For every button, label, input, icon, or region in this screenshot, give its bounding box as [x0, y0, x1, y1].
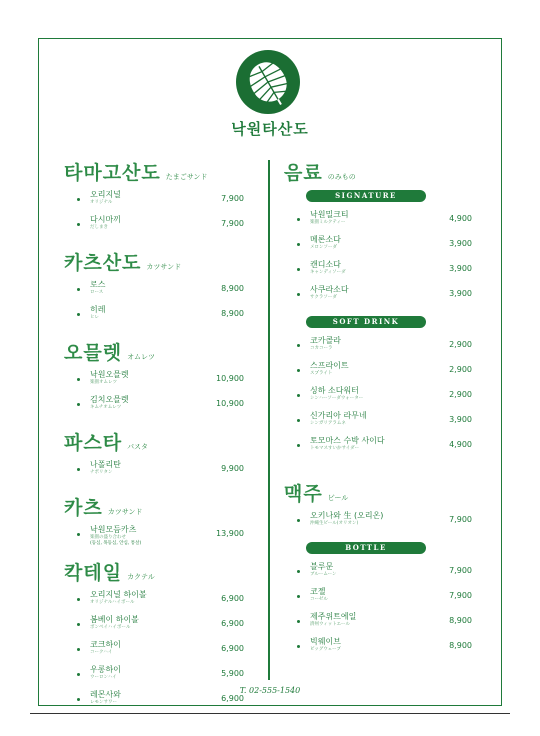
section-subtitle: カクテル — [127, 573, 155, 581]
item-japanese-name: キャンディソーダ — [310, 270, 346, 275]
section-subtitle: ビール — [327, 494, 349, 502]
section-title: 칵테일 — [64, 562, 123, 584]
item-name: 히레 — [90, 305, 106, 314]
bullet-icon — [77, 673, 80, 676]
bullet-icon — [77, 623, 80, 626]
item-price: 8,900 — [221, 284, 244, 293]
item-japanese-name: スプライト — [310, 371, 333, 376]
item-name: 코카콜라 — [310, 336, 341, 345]
brand-name: 낙원타산도 — [231, 120, 309, 138]
section-header — [64, 558, 262, 584]
item-price: 13,900 — [216, 529, 244, 538]
bullet-icon — [297, 218, 300, 221]
section-subtitle: オムレツ — [127, 353, 156, 361]
item-note: (등심, 목등심, 안심, 통살) — [90, 541, 142, 546]
section-subtitle: のみもの — [327, 173, 356, 181]
menu-section — [64, 428, 262, 485]
menu-item — [284, 436, 472, 461]
food-column — [64, 158, 262, 723]
item-japanese-name: シンハーソーダウォーター — [310, 396, 364, 401]
menu-section — [64, 248, 262, 330]
bullet-icon — [77, 698, 80, 701]
section-header — [64, 158, 262, 184]
item-price: 10,900 — [216, 374, 244, 383]
bullet-icon — [297, 394, 300, 397]
item-name: 로스 — [90, 280, 106, 289]
menu-item — [64, 615, 262, 640]
menu-item — [64, 460, 262, 485]
page-bottom-rule — [30, 713, 510, 714]
item-name: 빅웨이브 — [310, 637, 341, 646]
menu-item — [284, 386, 472, 411]
menu-item — [64, 370, 262, 395]
item-japanese-name: オリジナル — [90, 200, 113, 205]
item-price: 3,900 — [449, 264, 472, 273]
phone-number: T. 02-555-1540 — [239, 686, 301, 695]
menu-item — [64, 640, 262, 665]
bullet-icon — [297, 369, 300, 372]
menu-item — [64, 215, 262, 240]
section-header — [284, 479, 472, 505]
item-japanese-name: ビッグウェーブ — [310, 647, 341, 652]
item-price: 2,900 — [449, 390, 472, 399]
item-price: 7,900 — [449, 591, 472, 600]
item-price: 8,900 — [449, 641, 472, 650]
item-japanese-name: ロース — [90, 290, 104, 295]
bullet-icon — [77, 198, 80, 201]
menu-section — [64, 338, 262, 420]
menu-item — [284, 587, 472, 612]
bullet-icon — [77, 403, 80, 406]
item-price: 4,900 — [449, 214, 472, 223]
item-price: 9,900 — [221, 464, 244, 473]
bullet-icon — [77, 533, 80, 536]
menu-item — [64, 305, 262, 330]
bullet-icon — [297, 419, 300, 422]
menu-item — [64, 525, 262, 550]
bullet-icon — [297, 344, 300, 347]
column-divider — [268, 160, 270, 680]
menu-item — [284, 562, 472, 587]
bullet-icon — [297, 645, 300, 648]
section-title: 음료 — [284, 162, 323, 184]
item-japanese-name: だしまき — [90, 225, 108, 230]
menu-item — [284, 637, 472, 662]
item-japanese-name: ナポリタン — [90, 470, 113, 475]
menu-item — [284, 260, 472, 285]
item-name: 낙원밀크티 — [310, 210, 349, 219]
item-name: 김치오믈렛 — [90, 395, 129, 404]
item-price: 2,900 — [449, 340, 472, 349]
bullet-icon — [297, 519, 300, 522]
category-pill: SOFT DRINK — [306, 316, 426, 328]
item-name: 토모마스 수박 사이다 — [310, 436, 385, 445]
bullet-icon — [77, 598, 80, 601]
section-title: 타마고산도 — [64, 162, 161, 184]
item-price: 2,900 — [449, 365, 472, 374]
section-header — [64, 493, 262, 519]
menu-item — [64, 280, 262, 305]
item-japanese-name: オリジナルハイボール — [90, 600, 135, 605]
item-japanese-name: 済州ウィットエール — [310, 622, 350, 627]
menu-item — [284, 235, 472, 260]
item-name: 블루문 — [310, 562, 334, 571]
item-japanese-name: 楽園の盛り合わせ — [90, 535, 126, 540]
bullet-icon — [297, 595, 300, 598]
item-japanese-name: コーゼル — [310, 597, 328, 602]
section-subtitle: たまごサンド — [165, 173, 208, 181]
section-subtitle: カツサンド — [146, 263, 182, 271]
item-price: 6,900 — [221, 644, 244, 653]
item-name: 봄베이 하이볼 — [90, 615, 139, 624]
item-name: 신가리아 라무네 — [310, 411, 367, 420]
item-price: 3,900 — [449, 239, 472, 248]
bullet-icon — [77, 288, 80, 291]
bullet-icon — [77, 378, 80, 381]
item-price: 7,900 — [449, 566, 472, 575]
item-price: 7,900 — [449, 515, 472, 524]
menu-item — [284, 285, 472, 310]
menu-item — [64, 190, 262, 215]
item-price: 8,900 — [449, 616, 472, 625]
item-name: 레몬사와 — [90, 690, 121, 699]
item-japanese-name: ヒレ — [90, 315, 99, 320]
item-price: 6,900 — [221, 594, 244, 603]
item-price: 7,900 — [221, 194, 244, 203]
item-price: 7,900 — [221, 219, 244, 228]
section-subtitle: パスタ — [127, 443, 149, 451]
item-japanese-name: ブルームーン — [310, 572, 337, 577]
item-japanese-name: キムチオムレツ — [90, 405, 122, 410]
bullet-icon — [77, 313, 80, 316]
item-name: 코크하이 — [90, 640, 121, 649]
item-japanese-name: サクラソーダ — [310, 295, 337, 300]
menu-item — [284, 361, 472, 386]
menu-item — [64, 395, 262, 420]
item-japanese-name: コカコーラ — [310, 346, 333, 351]
menu-item — [284, 612, 472, 637]
item-japanese-name: ボンベイハイボール — [90, 625, 131, 630]
section-header — [284, 158, 472, 184]
item-name: 캔디소다 — [310, 260, 341, 269]
bullet-icon — [77, 223, 80, 226]
item-name: 제주위트에일 — [310, 612, 357, 621]
item-name: 오리지널 — [90, 190, 121, 199]
section-subtitle: カツサンド — [107, 508, 143, 516]
menu-section — [64, 493, 262, 550]
bullet-icon — [77, 648, 80, 651]
item-name: 코젤 — [310, 587, 326, 596]
item-name: 사쿠라소다 — [310, 285, 349, 294]
bullet-icon — [297, 444, 300, 447]
item-name: 나폴리탄 — [90, 460, 121, 469]
item-name: 낙원모듬카츠 — [90, 525, 137, 534]
section-title: 카츠산도 — [64, 252, 142, 274]
bullet-icon — [297, 570, 300, 573]
bullet-icon — [297, 243, 300, 246]
item-price: 6,900 — [221, 619, 244, 628]
item-price: 3,900 — [449, 289, 472, 298]
section-title: 파스타 — [64, 432, 123, 454]
section-header — [64, 428, 262, 454]
logo — [236, 50, 300, 114]
item-price: 8,900 — [221, 309, 244, 318]
menu-section — [284, 479, 472, 662]
menu-section — [64, 158, 262, 240]
item-price: 5,900 — [221, 669, 244, 678]
section-header — [64, 248, 262, 274]
item-japanese-name: コークハイ — [90, 650, 113, 655]
item-name: 낙원오믈렛 — [90, 370, 129, 379]
menu-item — [284, 210, 472, 235]
item-japanese-name: 楽園ミルクティー — [310, 220, 346, 225]
drink-column — [284, 158, 472, 662]
bullet-icon — [77, 468, 80, 471]
menu-item — [284, 336, 472, 361]
section-header — [64, 338, 262, 364]
menu-item — [284, 411, 472, 436]
item-price: 10,900 — [216, 399, 244, 408]
menu-item — [64, 590, 262, 615]
bullet-icon — [297, 620, 300, 623]
item-name: 스프라이트 — [310, 361, 349, 370]
menu-section — [284, 158, 472, 461]
item-japanese-name: 楽園オムレツ — [90, 380, 117, 385]
category-pill: BOTTLE — [306, 542, 426, 554]
item-price: 4,900 — [449, 440, 472, 449]
item-japanese-name: ウーロンハイ — [90, 675, 117, 680]
section-title: 오믈렛 — [64, 342, 123, 364]
item-price: 3,900 — [449, 415, 472, 424]
item-name: 다시마끼 — [90, 215, 121, 224]
item-japanese-name: 沖縄生ビール(オリオン) — [310, 521, 359, 526]
item-name: 싱하 소다워터 — [310, 386, 359, 395]
item-japanese-name: メロンソーダ — [310, 245, 337, 250]
item-japanese-name: レモンサワー — [90, 700, 117, 705]
bullet-icon — [297, 293, 300, 296]
menu-item — [284, 511, 472, 536]
item-name: 오리지널 하이볼 — [90, 590, 147, 599]
item-name: 메론소다 — [310, 235, 341, 244]
item-japanese-name: トモマスすいかサイダー — [310, 446, 360, 451]
item-price: 6,900 — [221, 694, 244, 703]
item-japanese-name: シンガリアラムネ — [310, 421, 346, 426]
item-name: 우롱하이 — [90, 665, 121, 674]
bullet-icon — [297, 268, 300, 271]
category-pill: SIGNATURE — [306, 190, 426, 202]
section-title: 카츠 — [64, 497, 103, 519]
section-title: 맥주 — [284, 483, 323, 505]
item-name: 오키나와 生 (오리온) — [310, 511, 384, 520]
monstera-leaf-icon — [236, 50, 300, 114]
